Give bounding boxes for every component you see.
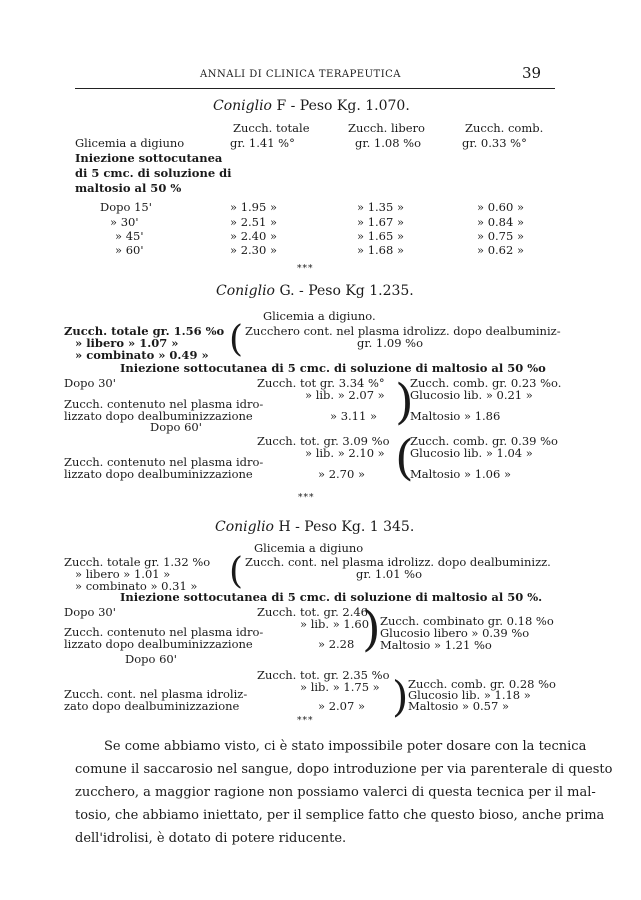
paragraph-line: Se come abbiamo visto, ci è stato impossibile poter dosare con la tecnica bbox=[104, 739, 587, 754]
row-label: » 60' bbox=[115, 243, 144, 257]
brace: ( bbox=[229, 551, 244, 592]
row-libero: » 1.65 » bbox=[357, 229, 404, 243]
section-separator: *** bbox=[297, 264, 314, 274]
plasma-line: lizzato dopo dealbuminizzazione bbox=[64, 409, 253, 423]
dopo-60: Dopo 60' bbox=[150, 420, 202, 434]
row-comb: » 0.84 » bbox=[477, 215, 524, 229]
paragraph-line: tosio, che abbiamo iniettato, per il semplice fatto che questo bioso, anche prima bbox=[75, 808, 605, 823]
col-head-totale: Zucch. totale bbox=[233, 121, 310, 135]
brace: ) bbox=[392, 672, 409, 721]
row-comb: » 0.60 » bbox=[477, 200, 524, 214]
page-number: 39 bbox=[522, 64, 542, 82]
row-totale: » 2.51 » bbox=[230, 215, 277, 229]
base-totale: gr. 1.41 %° bbox=[230, 136, 295, 150]
plasma-value: gr. 1.01 %o bbox=[356, 567, 423, 581]
inj-line: di 5 cmc. di soluzione di bbox=[75, 166, 232, 180]
row-label: » 30' bbox=[110, 215, 139, 229]
injection-line: Iniezione sottocutanea di 5 cmc. di soluzione di maltosio al 50 %. bbox=[120, 590, 543, 604]
col-head-libero: Zucch. libero bbox=[348, 121, 425, 135]
plasma-value: » 3.11 » bbox=[330, 409, 377, 423]
tot-line: Zucch. tot. gr. 2.46 bbox=[257, 605, 368, 619]
plasma-value: » 2.28 bbox=[318, 637, 355, 651]
paragraph-line: zucchero, a maggior ragione non possiamo valerci di questa tecnica per il mal- bbox=[75, 785, 596, 800]
tot-line: Zucch. tot. gr. 3.09 %o bbox=[257, 434, 390, 448]
inj-line: maltosio al 50 % bbox=[75, 181, 182, 195]
section-separator: *** bbox=[297, 716, 314, 726]
base-line: Zucch. totale gr. 1.32 %o bbox=[64, 555, 211, 569]
glucosio-line: Glucosio lib. » 1.04 » bbox=[410, 446, 533, 460]
brace: ) bbox=[395, 374, 414, 430]
section-separator: *** bbox=[298, 493, 315, 503]
row-libero: » 1.67 » bbox=[357, 215, 404, 229]
lib-line: » lib. » 2.10 » bbox=[305, 446, 385, 460]
comb-line: Zucch. comb. gr. 0.39 %o bbox=[410, 434, 558, 448]
plasma-line: Zucch. contenuto nel plasma idro- bbox=[64, 455, 264, 469]
brace: ( bbox=[229, 319, 244, 360]
section3-title: Coniglio H - Peso Kg. 1 345. bbox=[215, 519, 415, 535]
tot-line: Zucch. tot. gr. 2.35 %o bbox=[257, 668, 390, 682]
row-libero: » 1.35 » bbox=[357, 200, 404, 214]
plasma-line: Zucch. contenuto nel plasma idro- bbox=[64, 397, 264, 411]
glucosio-line: Glucosio lib. » 1.18 » bbox=[408, 688, 531, 702]
running-title: ANNALI DI CLINICA TERAPEUTICA bbox=[200, 69, 402, 80]
base-comb: gr. 0.33 %° bbox=[462, 136, 527, 150]
lib-line: » lib. » 2.07 » bbox=[305, 388, 385, 402]
plasma-value: » 2.07 » bbox=[318, 699, 365, 713]
base-libero: gr. 1.08 %o bbox=[355, 136, 422, 150]
paragraph-line: dell'idrolisi, è dotato di potere riducente. bbox=[75, 831, 347, 846]
row-comb: » 0.62 » bbox=[477, 243, 524, 257]
dopo-60: Dopo 60' bbox=[125, 652, 177, 666]
dopo-30: Dopo 30' bbox=[64, 376, 116, 390]
plasma-value: gr. 1.09 %o bbox=[357, 336, 424, 350]
plasma-line: Zucch. cont. nel plasma idrolizz. dopo dealbuminizz. bbox=[245, 555, 551, 569]
glicemia-label: Glicemia a digiuno bbox=[75, 136, 185, 150]
plasma-line: Zucch. cont. nel plasma idroliz- bbox=[64, 687, 248, 701]
comb-line: Zucch. combinato gr. 0.18 %o bbox=[380, 614, 554, 628]
base-line: » libero » 1.01 » bbox=[75, 567, 171, 581]
maltosio-line: Maltosio » 1.06 » bbox=[410, 467, 512, 481]
paragraph-line: comune il saccarosio nel sangue, dopo introduzione per via parenterale di questo bbox=[75, 762, 613, 777]
plasma-line: Zucchero cont. nel plasma idrolizz. dopo dealbuminiz- bbox=[245, 324, 561, 338]
glicemia-heading: Glicemia a digiuno. bbox=[263, 309, 376, 323]
col-head-comb: Zucch. comb. bbox=[465, 121, 544, 135]
tot-line: Zucch. tot gr. 3.34 %° bbox=[257, 376, 385, 390]
row-totale: » 1.95 » bbox=[230, 200, 277, 214]
glucosio-line: Glucosio lib. » 0.21 » bbox=[410, 388, 533, 402]
lib-line: » lib. » 1.60 bbox=[300, 617, 370, 631]
plasma-line: lizzato dopo dealbuminizzazione bbox=[64, 467, 253, 481]
inj-line: Iniezione sottocutanea bbox=[75, 151, 223, 165]
plasma-line: lizzato dopo dealbuminizzazione bbox=[64, 637, 253, 651]
base-line: Zucch. totale gr. 1.56 %o bbox=[64, 324, 225, 338]
plasma-line: zato dopo dealbuminizzazione bbox=[64, 699, 240, 713]
lib-line: » lib. » 1.75 » bbox=[300, 680, 380, 694]
glucosio-line: Glucosio libero » 0.39 %o bbox=[380, 626, 530, 640]
brace: ) bbox=[362, 601, 381, 657]
row-totale: » 2.40 » bbox=[230, 229, 277, 243]
base-line: » combinato » 0.49 » bbox=[75, 348, 209, 362]
row-libero: » 1.68 » bbox=[357, 243, 404, 257]
comb-line: Zucch. comb. gr. 0.23 %o. bbox=[410, 376, 562, 390]
glicemia-heading: Glicemia a digiuno bbox=[254, 541, 364, 555]
row-totale: » 2.30 » bbox=[230, 243, 277, 257]
brace: ( bbox=[395, 430, 414, 486]
header-rule bbox=[75, 88, 555, 89]
base-line: » combinato » 0.31 » bbox=[75, 579, 198, 593]
plasma-value: » 2.70 » bbox=[318, 467, 365, 481]
row-comb: » 0.75 » bbox=[477, 229, 524, 243]
maltosio-line: Maltosio » 1.21 %o bbox=[380, 638, 492, 652]
injection-line: Iniezione sottocutanea di 5 cmc. di soluzione di maltosio al 50 %o bbox=[120, 361, 546, 375]
maltosio-line: Maltosio » 0.57 » bbox=[408, 699, 510, 713]
dopo-30: Dopo 30' bbox=[64, 605, 116, 619]
plasma-line: Zucch. contenuto nel plasma idro- bbox=[64, 625, 264, 639]
comb-line: Zucch. comb. gr. 0.28 %o bbox=[408, 677, 556, 691]
section2-title: Coniglio G. - Peso Kg 1.235. bbox=[216, 283, 414, 299]
base-line: » libero » 1.07 » bbox=[75, 336, 179, 350]
row-label: Dopo 15' bbox=[100, 200, 152, 214]
section1-title: Coniglio F - Peso Kg. 1.070. bbox=[213, 98, 410, 114]
maltosio-line: Maltosio » 1.86 bbox=[410, 409, 501, 423]
row-label: » 45' bbox=[115, 229, 144, 243]
